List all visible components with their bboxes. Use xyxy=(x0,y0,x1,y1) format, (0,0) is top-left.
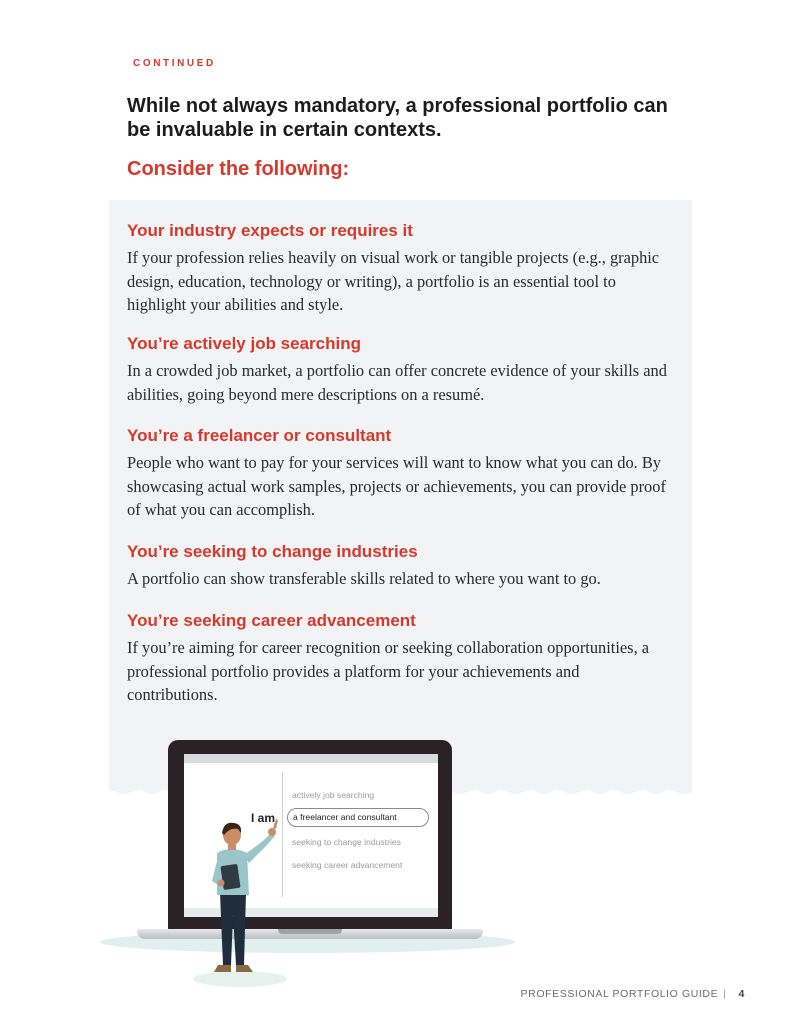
context-item-title: Your industry expects or requires it xyxy=(127,221,413,240)
context-item-body: If your profession relies heavily on visual work or tangible projects (e.g., graphic design, education, technology or writing), a portfolio is an essential tool to highlight your abilities and style. xyxy=(127,248,660,314)
eyebrow-label: CONTINUED xyxy=(133,58,216,69)
option-job-searching: actively job searching xyxy=(292,790,375,800)
context-item xyxy=(127,541,667,591)
context-item-title: You’re actively job searching xyxy=(127,334,361,353)
i-am-label: I am xyxy=(251,811,276,825)
context-item xyxy=(127,610,667,707)
option-selected-pill: a freelancer and consultant xyxy=(287,808,429,827)
context-item-title: You’re seeking career advancement xyxy=(127,611,416,630)
footer-guide-title: PROFESSIONAL PORTFOLIO GUIDE xyxy=(520,988,719,1000)
lead-heading: While not always mandatory, a professional portfolio can be invaluable in certain contexts. xyxy=(127,95,668,141)
context-item-title: You’re seeking to change industries xyxy=(127,542,418,561)
context-item xyxy=(127,425,667,522)
person-pointing-illustration xyxy=(100,815,290,990)
screen-top-bar xyxy=(184,754,438,763)
context-item xyxy=(127,220,667,317)
context-item-body: If you’re aiming for career recognition or seeking collaboration opportunities, a professional portfolio provides a platform for your achievements and contributions. xyxy=(127,638,650,704)
footer-separator: | xyxy=(723,988,727,1000)
context-item xyxy=(127,333,667,406)
option-career-advancement: seeking career advancement xyxy=(292,860,403,870)
context-item-body: A portfolio can show transferable skills related to where you want to go. xyxy=(127,569,601,588)
page-number: 4 xyxy=(738,988,745,1000)
page-footer xyxy=(521,988,745,1000)
option-change-industries: seeking to change industries xyxy=(292,837,401,847)
context-item-body: In a crowded job market, a portfolio can offer concrete evidence of your skills and abilities, going beyond mere descriptions on a resumé. xyxy=(127,361,667,404)
context-item-title: You’re a freelancer or consultant xyxy=(127,426,392,445)
section-subhead: Consider the following: xyxy=(127,158,350,180)
context-item-body: People who want to pay for your services will want to know what you can do. By showcasing actual work samples, projects or achievements, you can provide proof of what you can accomplish. xyxy=(127,453,666,519)
